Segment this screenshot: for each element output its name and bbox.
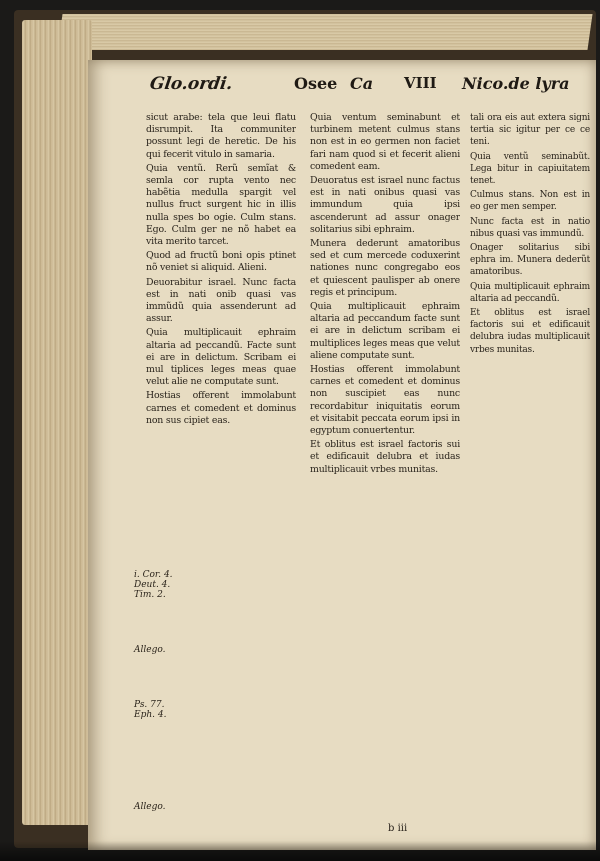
folio-label: Ca xyxy=(350,74,374,93)
text-paragraph: Deuorabitur israel. Nunc facta est in nati onib quasi vas immũdũ quia assenderunt ad assur. xyxy=(146,276,296,325)
page-fore-edges xyxy=(22,20,92,825)
text-paragraph: Quia multiplicauit ephraim altaria ad peccandũ. Facte sunt ei are in delictum. Scribam ei mul tiplices leges meas quae velut alie ne computate sunt. xyxy=(146,327,296,388)
margin-note: Allego. xyxy=(134,645,166,655)
text-paragraph: Munera dederunt amatoribus sed et cum mercede coduxerint nationes nunc congregabo eos et quiescent paulisper ab onere regis et principum. xyxy=(310,238,460,298)
text-paragraph: tali ora eis aut extera signi tertia sic igitur per ce ce teni. xyxy=(470,113,590,148)
folio-number: VIII xyxy=(404,74,437,92)
running-head-left: Glo.ordi. xyxy=(148,74,234,94)
text-paragraph: Hostias offerent immolabunt carnes et comedent et dominus non suscipiet eas nunc recordabitur iniquitatis eorum et visitabit peccata eorum ipsi in egyptum conuertentur. xyxy=(310,364,460,437)
text-paragraph: Quia ventũ. Rerũ semĩat & semla cor rupta vento nec habẽtia medulla spargit vel nullus fruct surgent hic in illis nulla spes bo ogie. Culm stans. Ego. Culm ger ne nõ habet ea vita merito tarcet. xyxy=(146,162,296,248)
text-paragraph: Quia ventũ seminabũt. Lega bitur in capiuitatem tenet. xyxy=(470,151,590,187)
signature-mark: b iii xyxy=(388,823,408,834)
text-paragraph: Culmus stans. Non est in eo ger men semper. xyxy=(470,190,590,213)
text-paragraph: Et oblitus est israel factoris sui et edificauit delubra iudas multiplicauit vrbes munitas. xyxy=(470,308,590,355)
page-top-edges xyxy=(57,14,592,50)
text-paragraph: Deuoratus est israel nunc factus est in nati onibus quasi vas immundum quia ipsi ascenderunt ad assur onager solitarius sibi ephraim. xyxy=(310,175,460,235)
margin-note: Ps. 77. Eph. 4. xyxy=(134,700,167,720)
text-paragraph: Et oblitus est israel factoris sui et edificauit delubra et iudas multiplicauit vrbes munitas. xyxy=(310,439,460,475)
bottom-shadow xyxy=(0,841,600,861)
text-paragraph: Nunc facta est in natio nibus quasi vas immundũ. xyxy=(470,216,590,239)
text-paragraph: Hostias offerent immolabunt carnes et comedent et dominus non sus cipiet eas. xyxy=(146,390,296,426)
commentary-column-right xyxy=(470,112,590,812)
bible-text-column xyxy=(310,112,460,812)
text-paragraph: Quia multiplicauit ephraim altaria ad peccandũ. xyxy=(470,281,590,304)
margin-note: i. Cor. 4. Deut. 4. Tim. 2. xyxy=(134,570,173,600)
book-page xyxy=(88,60,596,850)
text-paragraph: sicut arabe: tela que leui flatu disrumpit. Ita communiter possunt legi de heretic. De his qui fecerit vitulo in samaria. xyxy=(146,112,296,160)
text-paragraph: Quod ad fructũ boni opis ptinet nõ veniet si aliquid. Alieni. xyxy=(146,250,296,274)
text-paragraph: Onager solitarius sibi ephra im. Munera dederũt amatoribus. xyxy=(470,243,590,278)
margin-note: Allego. xyxy=(134,802,166,812)
text-paragraph: Quia multiplicauit ephraim altaria ad peccandum facte sunt ei are in delictum scribam ei multiplices leges meas que velut aliene computate sunt. xyxy=(310,301,460,361)
running-head-right: Nico.de lyra xyxy=(462,74,570,93)
text-paragraph: Quia ventum seminabunt et turbinem metent culmus stans non est in eo germen non faciet fari nam quod si et fecerit alieni comedent eam. xyxy=(310,112,460,172)
running-head-center: Osee xyxy=(294,74,338,93)
